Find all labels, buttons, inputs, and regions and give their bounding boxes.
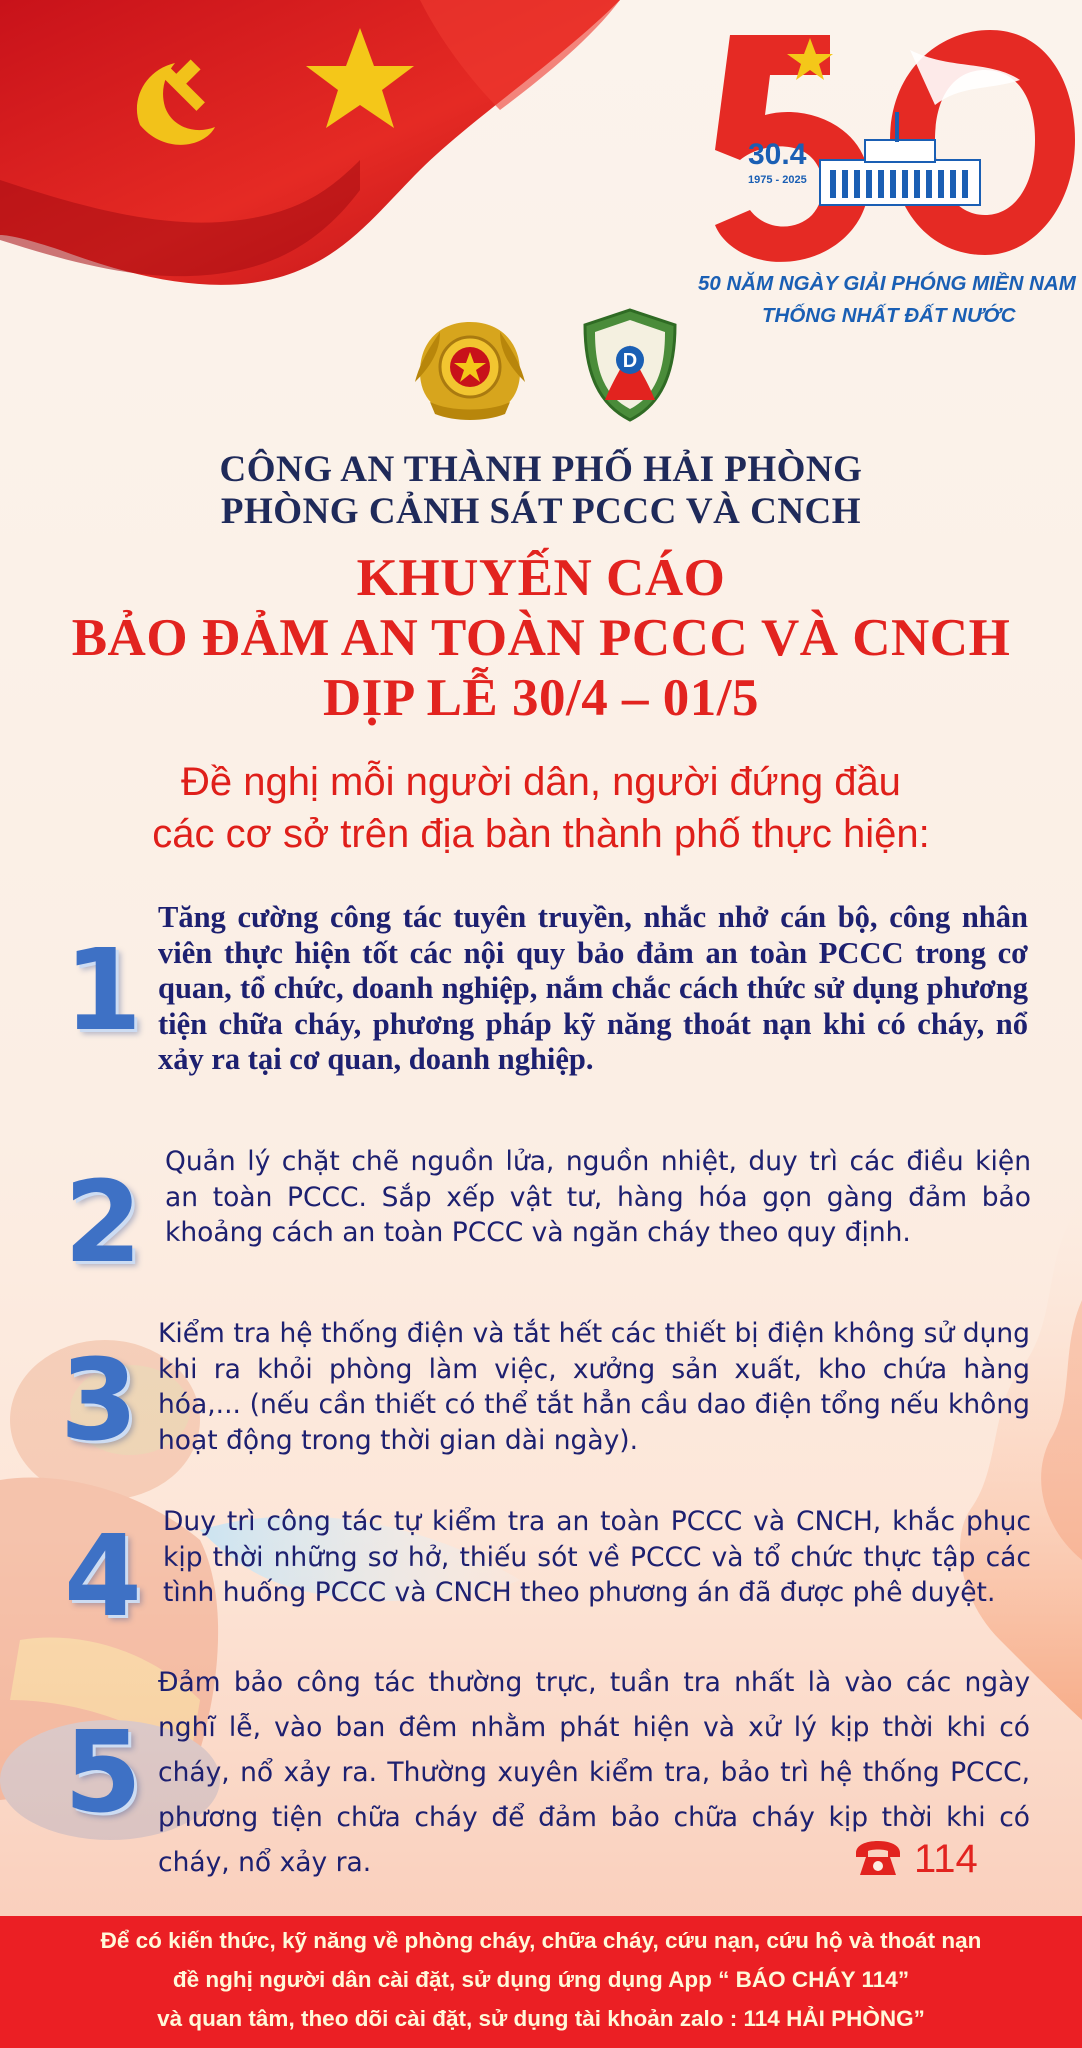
org-name-line2: PHÒNG CẢNH SÁT PCCC VÀ CNCH <box>220 491 862 532</box>
intro-line1: Đề nghị mỗi người dân, người đứng đầu <box>181 760 901 804</box>
item-text-4: Duy trì công tác tự kiểm tra an toàn PCCC và CNCH, khắc phục kịp thời những sơ hở, thiếu sót về PCCC và tổ chức thực tập các tình huống PCCC và CNCH theo phương án đã được phê duyệt. <box>163 1506 1031 1608</box>
title-line2: BẢO ĐẢM AN TOÀN PCCC VÀ CNCH <box>71 609 1011 667</box>
item-number-2: 2 <box>64 1158 142 1288</box>
anniversary-logo <box>690 10 1080 330</box>
anniversary-years: 1975 - 2025 <box>748 174 807 186</box>
item-number-5: 5 <box>64 1708 142 1838</box>
item-text-5: Đảm bảo công tác thường trực, tuần tra nhất là vào các ngày nghĩ lễ, vào ban đêm nhằm phát hiện và xử lý kịp thời khi có cháy, nổ xảy ra. Thường xuyên kiểm tra, bảo trì hệ thống PCCC, phương tiện chữa cháy để đảm bảo chữa cháy kịp thời khi có cháy, nổ xảy ra. <box>158 1667 1030 1878</box>
item-text-2: Quản lý chặt chẽ nguồn lửa, nguồn nhiệt, duy trì các điều kiện an toàn PCCC. Sắp xếp vật tư, hàng hóa gọn gàng đảm bảo khoảng cách an toàn PCCC và ngăn cháy theo quy định. <box>165 1146 1031 1248</box>
anniversary-caption-line2: THỐNG NHẤT ĐẤT NƯỚC <box>762 304 1016 327</box>
item-number-3: 3 <box>60 1336 138 1466</box>
intro-line2: các cơ sở trên địa bàn thành phố thực hiện: <box>152 812 930 856</box>
footer-line2: đề nghị người dân cài đặt, sử dụng ứng dụng App “ BÁO CHÁY 114” <box>172 1967 910 1992</box>
footer-banner <box>0 1916 1082 2048</box>
anniversary-date: 30.4 <box>748 138 807 171</box>
fire-department-emblem-icon <box>575 305 685 425</box>
org-name-line1: CÔNG AN THÀNH PHỐ HẢI PHÒNG <box>219 449 863 490</box>
police-emblem-icon <box>410 312 530 422</box>
item-number-4: 4 <box>64 1512 142 1642</box>
title-line3: DỊP LỄ 30/4 – 01/5 <box>322 669 759 727</box>
hotline-number: 114 <box>914 1836 978 1881</box>
item-text-1: Tăng cường công tác tuyên truyền, nhắc nhở cán bộ, công nhân viên thực hiện tốt các nội quy bảo đảm an toàn PCCC trong cơ quan, tổ chức, doanh nghiệp, nắm chắc cách thức sử dụng phương tiện chữa cháy, phương pháp kỹ năng thoát nạn khi có cháy, nổ xảy ra tại cơ quan, doanh nghiệp. <box>158 900 1028 1076</box>
item-number-1: 1 <box>64 926 142 1056</box>
svg-text:D: D <box>622 350 638 372</box>
footer-line3: và quan tâm, theo dõi cài đặt, sử dụng tài khoản zalo : 114 HẢI PHÒNG” <box>157 2006 925 2031</box>
item-text-3: Kiểm tra hệ thống điện và tắt hết các thiết bị điện không sử dụng khi ra khỏi phòng làm việc, xưởng sản xuất, kho chứa hàng hóa,... (nếu cần thiết có thể tắt hẳn cầu dao điện tổng nếu không hoạt động trong thời gian dài ngày). <box>158 1318 1030 1456</box>
anniversary-caption-line1: 50 NĂM NGÀY GIẢI PHÓNG MIỀN NAM <box>698 272 1076 295</box>
title-line1: KHUYẾN CÁO <box>356 549 726 607</box>
hotline <box>852 1834 978 1884</box>
phone-icon <box>852 1839 904 1879</box>
footer-line1: Để có kiến thức, kỹ năng về phòng cháy, chữa cháy, cứu nạn, cứu hộ và thoát nạn <box>100 1928 982 1953</box>
